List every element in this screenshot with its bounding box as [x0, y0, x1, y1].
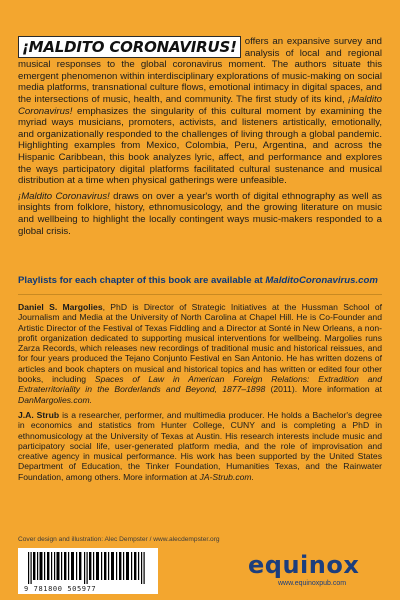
bio1-name: Daniel S. Margolies: [18, 302, 103, 312]
publisher-url[interactable]: www.equinoxpub.com: [278, 580, 347, 587]
blurb-p1-title: ¡Maldito Coronavirus!: [18, 93, 382, 117]
bio-margolies: [18, 302, 382, 405]
book-title: ¡MALDITO CORONAVIRUS!: [22, 38, 237, 56]
blurb-paragraph-2: [18, 191, 382, 237]
bio-strub: [18, 410, 382, 482]
bio1-site[interactable]: DanMargolies.com.: [18, 394, 93, 405]
cover-credit: Cover design and illustration: Alec Dempster / www.alecdempster.org: [18, 536, 220, 543]
isbn-number: 9 781800 505977: [24, 585, 97, 593]
title-badge: [18, 36, 241, 58]
blurb-p1-rest: emphasizes the singularity of this cultural moment by examining the myriad ways musicians, promoters, activists, and listeners artistically, emotionally, and organizationally responded to the challenges of living through a global pandemic. Highlighting examples from Mexico, Colombia, Peru, Argentina, and across the Hispanic Caribbean, this book analyzes lyric, affect, and performance and explores the ways participatory digital platforms facilitated cultural sustenance and musical distribution at a time when physical gatherings were unfeasible.: [18, 105, 382, 187]
blurb-paragraph-1: [18, 36, 382, 187]
blurb-p1-text: offers an expansive survey and analysis of local and regional musical responses to the global coronavirus moment. The authors situate this emergent phenomenon within interdisciplinary explorations of music-making on social media platforms, transnational culture flows, emotional intimacy in digital spaces, and the intersections of music, health, and community. The first study of its kind,: [18, 36, 382, 105]
bio1-book: Spaces of Law in American Foreign Relations: Extradition and Extraterritoriality in the Borderlands and Beyond, 1877–1898: [18, 374, 382, 395]
barcode: [18, 548, 158, 594]
playlist-text: Playlists for each chapter of this book are available at: [18, 275, 263, 286]
blurb: [18, 36, 382, 241]
bio2-name: J.A. Strub: [18, 409, 60, 420]
bio1-tail: (2011). More information at: [270, 384, 383, 395]
playlist-note: [18, 275, 382, 286]
publisher-logo: [248, 551, 382, 587]
bio2-site[interactable]: JA-Strub.com.: [199, 471, 254, 482]
barcode-bars: [26, 552, 150, 584]
divider: [18, 294, 382, 295]
playlist-url[interactable]: MalditoCoronavirus.com: [265, 275, 378, 286]
blurb-p2-text: draws on over a year's worth of digital ethnography as well as insights from folklore, history, ethnomusicology, and the growing literature on music and wellbeing to highlight the locally contingent ways music-makers responded to a global crisis.: [18, 190, 382, 237]
bio1-text: , PhD is Director of Strategic Initiatives at the Hussman School of Journalism and Media at the University of North Carolina at Chapel Hill. He is Co-Founder and Artistic Director of the Festival of Texas Fiddling and a Director at Sonté in New Orleans, a non-profit organization dedicated to supporting musical interventions for wellbeing. Margolies runs Zarza Records, which releases new recordings of traditional music and historical reissues, and for four years produced the Tejano Conjunto Festival en San Antonio. He has written dozens of articles and book chapters on musical and historical topics and has written or edited four other books, including: [18, 302, 382, 385]
bio2-text: is a researcher, performer, and multimedia producer. He holds a Bachelor's degree in economics and statistics from Hunter College, CUNY and is completing a PhD in ethnomusicology at the University of Texas at Austin. His research interests include music and participatory social life, user-generated platform media, and the role of improvisation and creative agency in musical performance. His work has been supported by the United States Department of Education, the Tinker Foundation, Humanities Texas, and the Rainwater Foundation, among others. More information at: [18, 409, 383, 482]
publisher-name: equinox: [248, 551, 360, 579]
author-bios: [18, 302, 382, 487]
blurb-p2-title: ¡Maldito Coronavirus!: [18, 190, 110, 202]
